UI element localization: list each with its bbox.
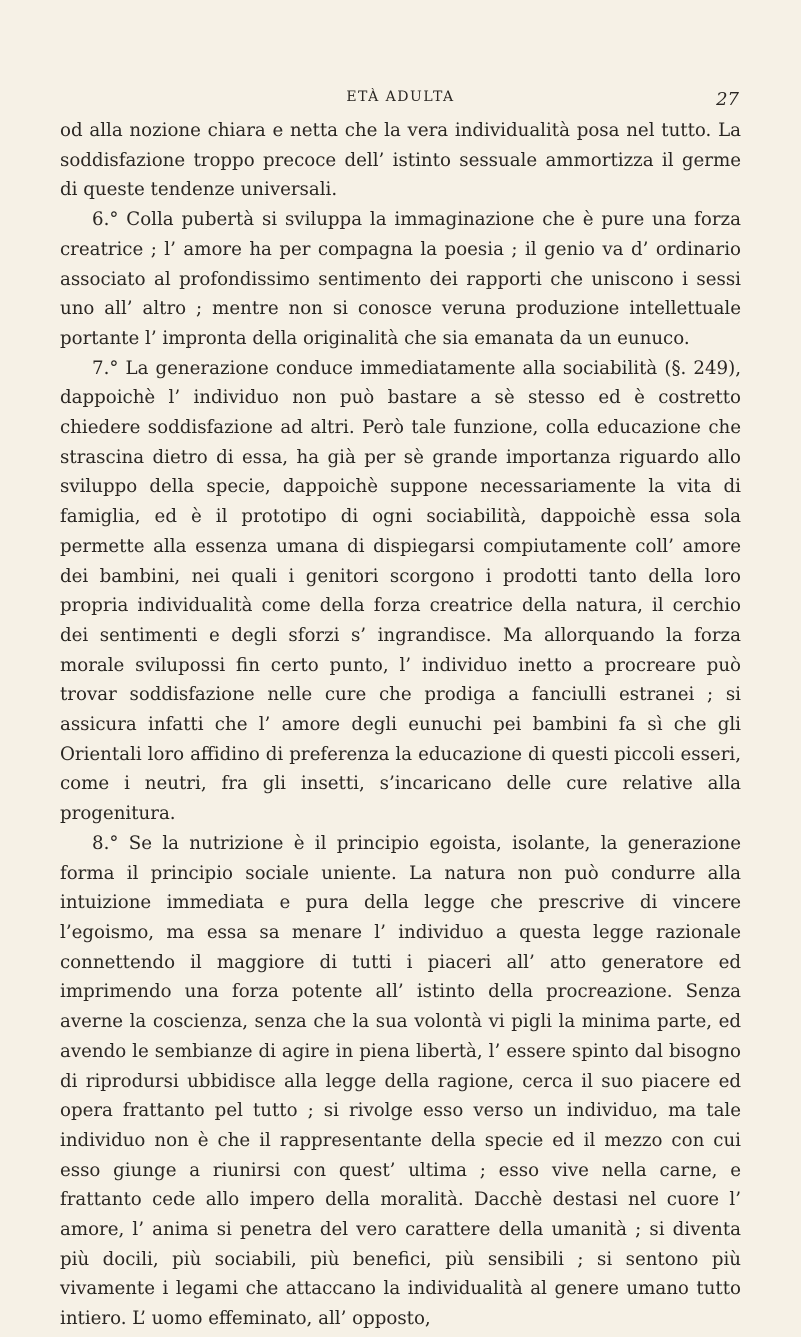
body-text: [60, 116, 741, 1334]
paragraph-6: 6.° Colla pubertà si sviluppa la immaginazione che è pure una forza creatrice ; l’ amore ha per compagna la poesia ; il genio va d’ ordinario associato al profondissimo sentimento dei rapporti che uniscono i sessi uno all’ altro ; mentre non si conosce veruna produzione intellettuale portante l’ impronta della originalità che sia emanata da un eunuco.: [60, 209, 741, 349]
running-title: ETÀ ADULTA: [346, 89, 455, 105]
paragraph-7: 7.° La generazione conduce immediatamente alla sociabilità (§. 249), dappoichè l’ individuo non può bastare a sè stesso ed è costretto chiedere soddisfazione ad altri. Però tale funzione, colla educazione che strascina dietro di essa, ha già per sè grande importanza riguardo allo sviluppo della specie, dappoichè suppone necessariamente la vita di famiglia, ed è il prototipo di ogni sociabilità, dappoichè essa sola permette alla essenza umana di dispiegarsi compiutamente coll’ amore dei bambini, nei quali i genitori scorgono i prodotti tanto della loro propria individualità come della forza creatrice della natura, il cerchio dei sentimenti e degli sforzi s’ ingrandisce. Ma allorquando la forza morale svilupossi fin certo punto, l’ individuo inetto a procreare può trovar soddisfazione nelle cure che prodiga a fanciulli estranei ; si assicura infatti che l’ amore degli eunuchi pei bambini fa sì che gli Orientali loro affidino di preferenza la educazione di questi piccoli esseri, come i neutri, fra gli insetti, s’incaricano delle cure relative alla progenitura.: [60, 357, 741, 825]
paragraph-8: 8.° Se la nutrizione è il principio egoista, isolante, la generazione forma il principio sociale uniente. La natura non può condurre alla intuizione immediata e pura della legge che prescrive di vincere l’egoismo, ma essa sa menare l’ individuo a questa legge razionale connettendo il maggiore di tutti i piaceri all’ atto generatore ed imprimendo una forza potente all’ istinto della procreazione. Senza averne la coscienza, senza che la sua volontà vi pigli la minima parte, ed avendo le sembianze di agire in piena libertà, l’ essere spinto dal bisogno di riprodursi ubbidisce alla legge della ragione, cerca il suo piacere ed opera frattanto pel tutto ; si rivolge esso verso un individuo, ma tale individuo non è che il rappresentante della specie ed il mezzo con cui esso giunge a riunirsi con quest’ ultima ; esso vive nella carne, e frattanto cede allo impero della moralità. Dacchè destasi nel cuore l’ amore, l’ anima si penetra del vero carattere della umanità ; si diventa più docili, più sociabili, più benefici, più sensibili ; si sentono più vivamente i legami che attaccano la individualità al genere umano tutto intiero. L’ uomo effeminato, all’ opposto,: [60, 832, 741, 1330]
page-number: 27: [716, 89, 739, 110]
running-head: [60, 89, 741, 113]
paragraph-continuation: od alla nozione chiara e netta che la vera individualità posa nel tutto. La soddisfazione troppo precoce dell’ istinto sessuale ammortizza il germe di queste tendenze universali.: [60, 120, 741, 201]
